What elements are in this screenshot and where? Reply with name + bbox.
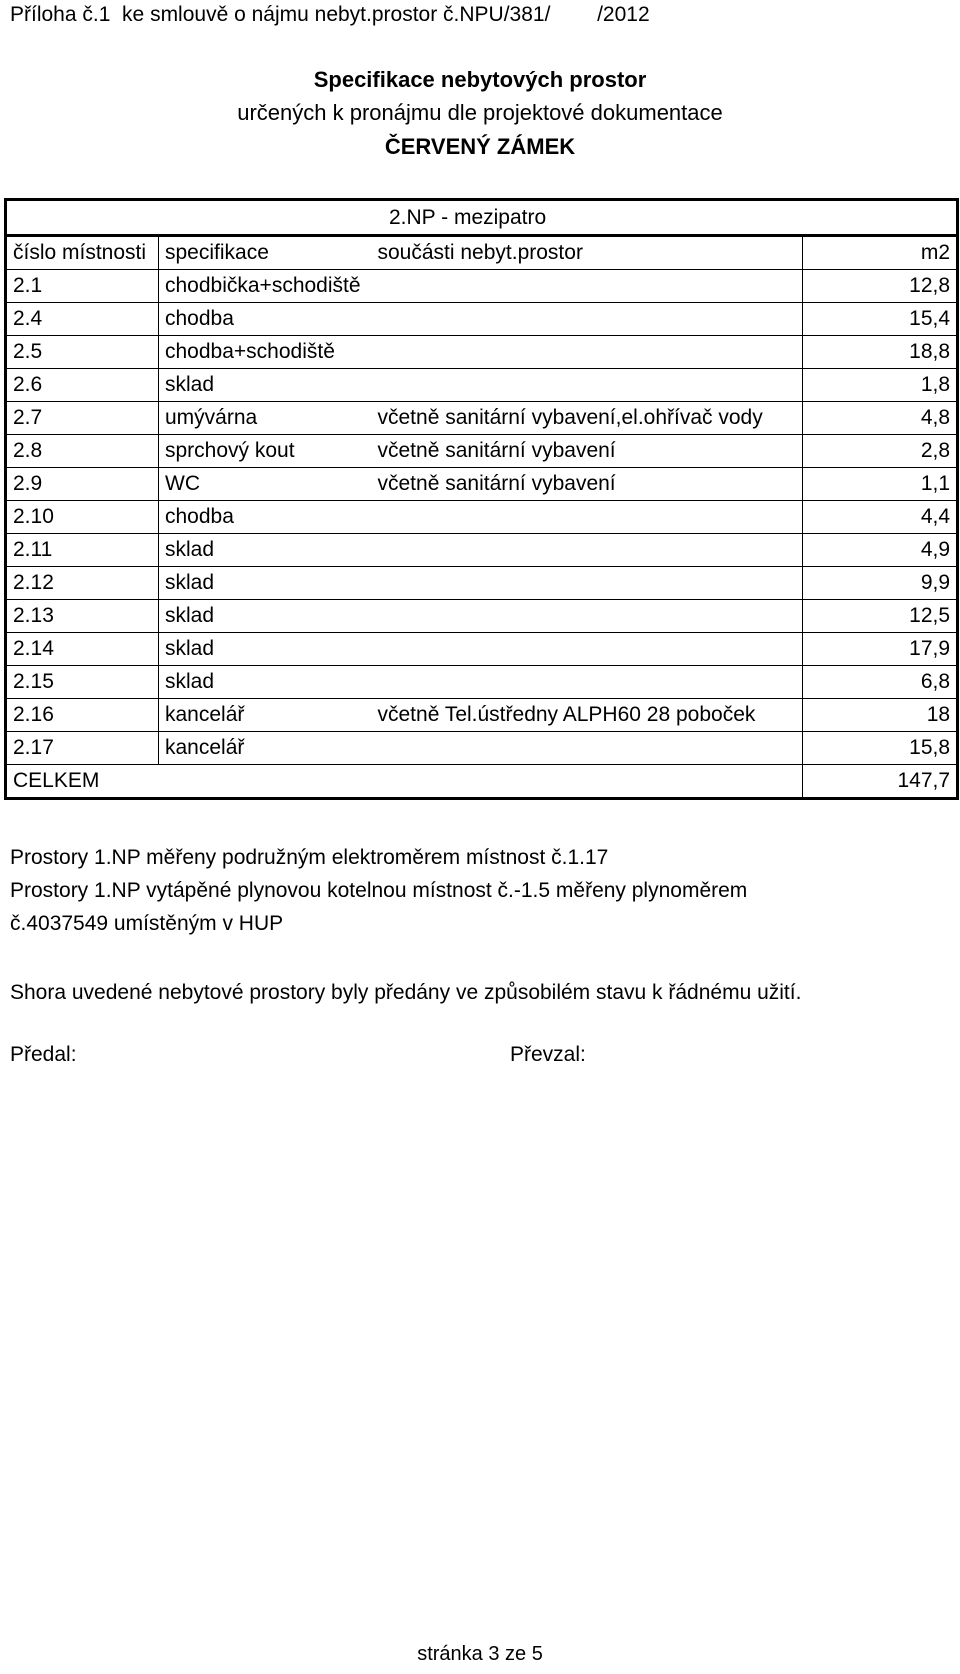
table-row [6, 270, 958, 303]
column-header-number: číslo místnosti [6, 236, 159, 270]
room-parts [372, 732, 803, 765]
room-number: 2.12 [6, 567, 159, 600]
room-parts [372, 534, 803, 567]
table-row [6, 369, 958, 402]
room-area: 1,8 [803, 369, 958, 402]
document-header: Příloha č.1 ke smlouvě o nájmu nebyt.prostor č.NPU/381/ /2012 [10, 3, 650, 26]
room-number: 2.8 [6, 435, 159, 468]
room-number: 2.7 [6, 402, 159, 435]
floor-heading-row [6, 200, 958, 236]
total-area: 147,7 [803, 765, 958, 799]
room-number: 2.15 [6, 666, 159, 699]
room-number: 2.13 [6, 600, 159, 633]
room-area: 17,9 [803, 633, 958, 666]
note-electricity: Prostory 1.NP měřeny podružným elektroměrem místnost č.1.17 [10, 846, 609, 869]
room-parts [372, 270, 803, 303]
room-parts [372, 369, 803, 402]
note-heating: Prostory 1.NP vytápěné plynovou kotelnou místnost č.-1.5 měřeny plynoměrem [10, 879, 748, 902]
room-specification: sklad [159, 633, 372, 666]
room-specification: WC [159, 468, 372, 501]
room-specification: chodbička+schodiště [159, 270, 372, 303]
column-header-parts: součásti nebyt.prostor [372, 236, 803, 270]
room-specification: chodba+schodiště [159, 336, 372, 369]
room-parts: včetně Tel.ústředny ALPH60 28 poboček [372, 699, 803, 732]
room-parts [372, 600, 803, 633]
room-area: 15,8 [803, 732, 958, 765]
room-number: 2.10 [6, 501, 159, 534]
room-number: 2.11 [6, 534, 159, 567]
room-specification: umývárna [159, 402, 372, 435]
room-specification: kancelář [159, 732, 372, 765]
room-area: 12,5 [803, 600, 958, 633]
room-parts [372, 501, 803, 534]
room-parts: včetně sanitární vybavení [372, 468, 803, 501]
room-area: 18 [803, 699, 958, 732]
room-number: 2.5 [6, 336, 159, 369]
column-header-area: m2 [803, 236, 958, 270]
total-row [6, 765, 958, 799]
room-number: 2.4 [6, 303, 159, 336]
room-number: 2.17 [6, 732, 159, 765]
room-specification: sprchový kout [159, 435, 372, 468]
table-row [6, 666, 958, 699]
column-header-spec: specifikace [159, 236, 372, 270]
room-area: 6,8 [803, 666, 958, 699]
room-area: 15,4 [803, 303, 958, 336]
room-specification: sklad [159, 369, 372, 402]
table-row [6, 303, 958, 336]
table-row [6, 435, 958, 468]
room-number: 2.16 [6, 699, 159, 732]
document-title: Specifikace nebytových prostor [313, 67, 647, 92]
table-row [6, 402, 958, 435]
room-area: 2,8 [803, 435, 958, 468]
handover-statement: Shora uvedené nebytové prostory byly předány ve způsobilém stavu k řádnému užití. [10, 981, 802, 1004]
table-row [6, 468, 958, 501]
table-row [6, 567, 958, 600]
room-parts [372, 336, 803, 369]
table-row [6, 534, 958, 567]
room-specification: sklad [159, 666, 372, 699]
room-area: 9,9 [803, 567, 958, 600]
note-gas-meter: č.4037549 umístěným v HUP [10, 912, 284, 935]
room-number: 2.1 [6, 270, 159, 303]
room-parts [372, 567, 803, 600]
room-specification: sklad [159, 600, 372, 633]
table-row [6, 633, 958, 666]
table-row [6, 699, 958, 732]
room-parts [372, 666, 803, 699]
room-area: 18,8 [803, 336, 958, 369]
room-specification: sklad [159, 567, 372, 600]
document-subtitle: určených k pronájmu dle projektové dokumentace [237, 100, 723, 125]
handed-over-label: Předal: [10, 1043, 77, 1066]
room-parts: včetně sanitární vybavení,el.ohřívač vody [372, 402, 803, 435]
room-parts: včetně sanitární vybavení [372, 435, 803, 468]
table-row [6, 501, 958, 534]
room-number: 2.9 [6, 468, 159, 501]
room-parts [372, 303, 803, 336]
taken-over-label: Převzal: [510, 1043, 586, 1066]
room-area: 1,1 [803, 468, 958, 501]
room-specification: sklad [159, 534, 372, 567]
table-row [6, 336, 958, 369]
room-parts [372, 633, 803, 666]
room-specification: kancelář [159, 699, 372, 732]
floor-heading: 2.NP - mezipatro [6, 200, 958, 236]
room-area: 4,9 [803, 534, 958, 567]
column-header-row [6, 236, 958, 270]
room-specification: chodba [159, 303, 372, 336]
room-number: 2.14 [6, 633, 159, 666]
table-row [6, 600, 958, 633]
room-specification-table [4, 198, 959, 800]
room-number: 2.6 [6, 369, 159, 402]
building-name: ČERVENÝ ZÁMEK [384, 134, 576, 159]
room-area: 4,4 [803, 501, 958, 534]
room-area: 12,8 [803, 270, 958, 303]
total-label: CELKEM [6, 765, 803, 799]
page-number: stránka 3 ze 5 [417, 1643, 543, 1665]
room-specification: chodba [159, 501, 372, 534]
table-row [6, 732, 958, 765]
room-area: 4,8 [803, 402, 958, 435]
